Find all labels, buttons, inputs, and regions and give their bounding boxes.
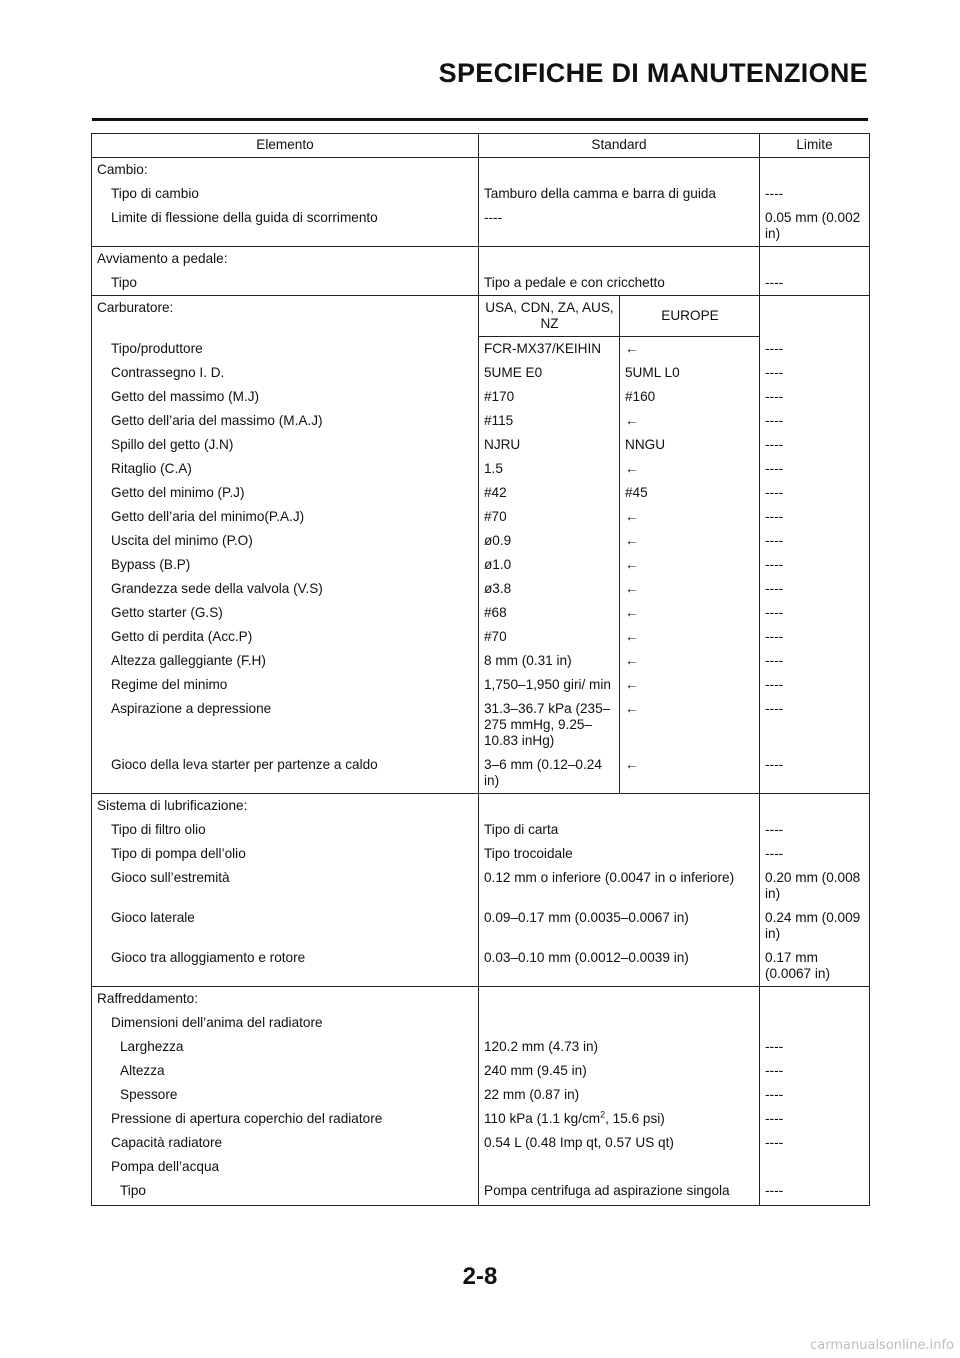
row-label: Getto dell’aria del minimo(P.A.J)	[92, 505, 479, 529]
row-label: Gioco tra alloggiamento e rotore	[92, 946, 479, 987]
row-usa: NJRU	[479, 433, 620, 457]
table-row	[92, 337, 870, 362]
row-limit: ----	[760, 433, 870, 457]
row-label: Getto del massimo (M.J)	[92, 385, 479, 409]
section-title: Raffreddamento:	[92, 987, 479, 1012]
row-europe: ←	[620, 625, 760, 649]
row-usa: #42	[479, 481, 620, 505]
row-limit: ----	[760, 673, 870, 697]
column-header-standard: Standard	[479, 134, 760, 158]
row-limit: ----	[760, 1131, 870, 1155]
row-limit: ----	[760, 649, 870, 673]
table-row	[92, 385, 870, 409]
row-usa: #170	[479, 385, 620, 409]
row-label: Gioco della leva starter per partenze a caldo	[92, 753, 479, 794]
table-header-row	[92, 134, 870, 158]
section-row-lubrificazione	[92, 794, 870, 819]
row-limit: ----	[760, 271, 870, 296]
row-label: Aspirazione a depressione	[92, 697, 479, 753]
column-header-limit: Limite	[760, 134, 870, 158]
empty-cell	[479, 1011, 760, 1035]
row-limit: ----	[760, 457, 870, 481]
table-row	[92, 818, 870, 842]
table-row	[92, 481, 870, 505]
table-row	[92, 946, 870, 987]
row-limit: ----	[760, 842, 870, 866]
table-row	[92, 1011, 870, 1035]
market-header-usa: USA, CDN, ZA, AUS, NZ	[479, 296, 620, 337]
row-label: Tipo	[92, 1179, 479, 1206]
row-standard: 0.54 L (0.48 Imp qt, 0.57 US qt)	[479, 1131, 760, 1155]
row-europe: ←	[620, 529, 760, 553]
row-label: Ritaglio (C.A)	[92, 457, 479, 481]
row-europe: ←	[620, 673, 760, 697]
row-europe: 5UML L0	[620, 361, 760, 385]
row-label: Dimensioni dell’anima del radiatore	[92, 1011, 479, 1035]
row-label: Spessore	[92, 1083, 479, 1107]
table-row	[92, 361, 870, 385]
empty-cell	[479, 247, 760, 272]
row-label: Getto del minimo (P.J)	[92, 481, 479, 505]
table-row	[92, 505, 870, 529]
empty-cell	[760, 247, 870, 272]
pressure-value-suffix: , 15.6 psi)	[605, 1111, 665, 1126]
row-label: Altezza galleggiante (F.H)	[92, 649, 479, 673]
market-header-europe: EUROPE	[620, 296, 760, 337]
row-limit: 0.05 mm (0.002 in)	[760, 206, 870, 247]
row-limit: ----	[760, 1107, 870, 1131]
row-label: Larghezza	[92, 1035, 479, 1059]
row-limit: ----	[760, 337, 870, 362]
row-standard: Tamburo della camma e barra di guida	[479, 182, 760, 206]
row-usa: 8 mm (0.31 in)	[479, 649, 620, 673]
section-title: Carburatore:	[92, 296, 479, 337]
table-row	[92, 753, 870, 794]
empty-cell	[760, 1011, 870, 1035]
row-limit: ----	[760, 625, 870, 649]
row-standard: 0.09–0.17 mm (0.0035–0.0067 in)	[479, 906, 760, 946]
row-standard: ----	[479, 206, 760, 247]
row-limit: ----	[760, 818, 870, 842]
row-usa: ø3.8	[479, 577, 620, 601]
row-standard: 0.12 mm o inferiore (0.0047 in o inferiore)	[479, 866, 760, 906]
row-label: Altezza	[92, 1059, 479, 1083]
empty-cell	[479, 158, 760, 183]
row-europe: ←	[620, 577, 760, 601]
row-label: Getto di perdita (Acc.P)	[92, 625, 479, 649]
table-row	[92, 673, 870, 697]
empty-cell	[479, 1155, 760, 1179]
table-row	[92, 577, 870, 601]
row-usa: #70	[479, 505, 620, 529]
row-usa: 3–6 mm (0.12–0.24 in)	[479, 753, 620, 794]
row-limit: ----	[760, 1179, 870, 1206]
section-row-carburatore	[92, 296, 870, 337]
table-row	[92, 409, 870, 433]
row-limit: ----	[760, 1035, 870, 1059]
row-label: Bypass (B.P)	[92, 553, 479, 577]
row-usa: FCR-MX37/KEIHIN	[479, 337, 620, 362]
table-row	[92, 1059, 870, 1083]
row-limit: 0.17 mm (0.0067 in)	[760, 946, 870, 987]
row-label: Tipo	[92, 271, 479, 296]
row-label: Capacità radiatore	[92, 1131, 479, 1155]
superscript: 2	[600, 1109, 606, 1120]
table-row	[92, 649, 870, 673]
row-standard: Tipo trocoidale	[479, 842, 760, 866]
table-row	[92, 1179, 870, 1206]
table-row	[92, 182, 870, 206]
row-label: Gioco sull’estremità	[92, 866, 479, 906]
row-usa: #70	[479, 625, 620, 649]
column-header-element: Elemento	[92, 134, 479, 158]
table-row	[92, 1155, 870, 1179]
table-row	[92, 206, 870, 247]
row-europe: ←	[620, 697, 760, 753]
row-limit: ----	[760, 553, 870, 577]
empty-cell	[760, 794, 870, 819]
row-label: Tipo/produttore	[92, 337, 479, 362]
row-label: Tipo di pompa dell’olio	[92, 842, 479, 866]
row-europe: ←	[620, 457, 760, 481]
empty-cell	[479, 794, 760, 819]
row-limit: ----	[760, 697, 870, 753]
empty-cell	[760, 987, 870, 1012]
pressure-value-prefix: 110 kPa (1.1 kg/cm	[484, 1111, 601, 1126]
row-limit: ----	[760, 1083, 870, 1107]
row-europe: NNGU	[620, 433, 760, 457]
row-europe: ←	[620, 753, 760, 794]
table-row	[92, 457, 870, 481]
row-limit: ----	[760, 529, 870, 553]
row-label: Tipo di filtro olio	[92, 818, 479, 842]
row-europe: #45	[620, 481, 760, 505]
row-limit: ----	[760, 409, 870, 433]
row-label: Pressione di apertura coperchio del radiatore	[92, 1107, 479, 1131]
row-usa: 1.5	[479, 457, 620, 481]
table-row	[92, 529, 870, 553]
row-label: Getto dell’aria del massimo (M.A.J)	[92, 409, 479, 433]
row-europe: ←	[620, 337, 760, 362]
row-usa: #68	[479, 601, 620, 625]
section-row-avviamento	[92, 247, 870, 272]
row-europe: #160	[620, 385, 760, 409]
row-label: Spillo del getto (J.N)	[92, 433, 479, 457]
specifications-table	[91, 133, 870, 1206]
table-row	[92, 1107, 870, 1131]
row-label: Getto starter (G.S)	[92, 601, 479, 625]
row-usa: 5UME E0	[479, 361, 620, 385]
row-europe: ←	[620, 601, 760, 625]
row-standard: Tipo a pedale e con cricchetto	[479, 271, 760, 296]
row-label: Uscita del minimo (P.O)	[92, 529, 479, 553]
section-title: Cambio:	[92, 158, 479, 183]
section-title: Avviamento a pedale:	[92, 247, 479, 272]
row-limit: ----	[760, 505, 870, 529]
row-europe: ←	[620, 553, 760, 577]
table-row	[92, 842, 870, 866]
row-limit: 0.20 mm (0.008 in)	[760, 866, 870, 906]
row-limit: ----	[760, 182, 870, 206]
row-standard: 120.2 mm (4.73 in)	[479, 1035, 760, 1059]
row-usa: 31.3–36.7 kPa (235–275 mmHg, 9.25–10.83 inHg)	[479, 697, 620, 753]
row-label: Pompa dell’acqua	[92, 1155, 479, 1179]
row-standard: Tipo di carta	[479, 818, 760, 842]
row-usa: 1,750–1,950 giri/ min	[479, 673, 620, 697]
row-limit: ----	[760, 361, 870, 385]
table-row	[92, 553, 870, 577]
table-row	[92, 697, 870, 753]
row-label: Grandezza sede della valvola (V.S)	[92, 577, 479, 601]
row-limit: ----	[760, 601, 870, 625]
row-standard: 240 mm (9.45 in)	[479, 1059, 760, 1083]
page-number: 2-8	[462, 1263, 498, 1290]
section-title: Sistema di lubrificazione:	[92, 794, 479, 819]
row-standard	[479, 1107, 760, 1131]
row-europe: ←	[620, 649, 760, 673]
table-row	[92, 866, 870, 906]
row-standard: Pompa centrifuga ad aspirazione singola	[479, 1179, 760, 1206]
page-title: SPECIFICHE DI MANUTENZIONE	[438, 58, 868, 88]
table-row	[92, 271, 870, 296]
row-usa: #115	[479, 409, 620, 433]
row-limit: ----	[760, 1059, 870, 1083]
table-row	[92, 601, 870, 625]
row-label: Tipo di cambio	[92, 182, 479, 206]
empty-cell	[760, 1155, 870, 1179]
table-row	[92, 1035, 870, 1059]
row-limit: ----	[760, 385, 870, 409]
section-row-cambio	[92, 158, 870, 183]
row-standard: 22 mm (0.87 in)	[479, 1083, 760, 1107]
row-limit: ----	[760, 753, 870, 794]
table-row	[92, 1083, 870, 1107]
table-row	[92, 1131, 870, 1155]
empty-cell	[479, 987, 760, 1012]
section-row-raffreddamento	[92, 987, 870, 1012]
row-limit: 0.24 mm (0.009 in)	[760, 906, 870, 946]
table-row	[92, 625, 870, 649]
row-usa: ø0.9	[479, 529, 620, 553]
row-label: Gioco laterale	[92, 906, 479, 946]
row-limit: ----	[760, 481, 870, 505]
watermark: carmanualsonline.info	[810, 1338, 954, 1353]
row-usa: ø1.0	[479, 553, 620, 577]
title-rule	[92, 118, 868, 121]
row-label: Contrassegno I. D.	[92, 361, 479, 385]
row-label: Regime del minimo	[92, 673, 479, 697]
table-row	[92, 433, 870, 457]
table-row	[92, 906, 870, 946]
empty-cell	[760, 158, 870, 183]
empty-cell	[760, 296, 870, 337]
row-europe: ←	[620, 505, 760, 529]
row-limit: ----	[760, 577, 870, 601]
row-standard: 0.03–0.10 mm (0.0012–0.0039 in)	[479, 946, 760, 987]
row-europe: ←	[620, 409, 760, 433]
row-label: Limite di flessione della guida di scorrimento	[92, 206, 479, 247]
